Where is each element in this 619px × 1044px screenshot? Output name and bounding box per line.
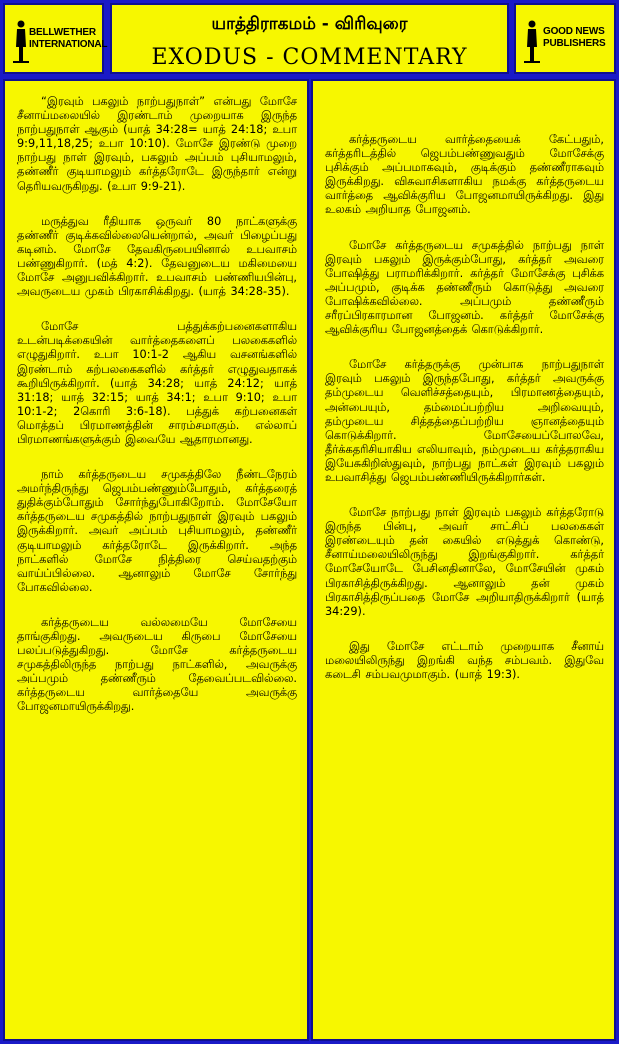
paragraph: கர்த்தருடைய வல்லமையே மோசேயை தாங்குகிறது. அவருடைய கிருபை மோசேயை பலப்படுத்துகிறது. மோசே கர்த்தருடைய சமுகத்திலிருந்த நாற்பது நாட்களில், அவருக்கு அப்பமும் தண்ணீரும் தேவைப்படவில்லை. கர்த்தருடைய வார்த்தையே அவருக்கு போஜனமாயிருக்கிறது.: [17, 615, 297, 714]
logo-right-line1: GOOD NEWS: [543, 26, 605, 37]
page-title-tamil: யாத்திராகமம் - விரிவுரை: [211, 14, 408, 34]
paragraph: “இரவும் பகலும் நாற்பதுநாள்” என்பது மோசே சீனாய்மலையில் இரண்டாம் முறையாக இருந்த நாற்பதுநாள் ஆகும் (யாத் 34:28= யாத் 24:18; உபா 9:9,11,18,25; உபா 10:10). மோசே இரண்டு முறை நாற்பது நாள் இரவும், பகலும் அப்பம் புசியாமலும், தண்ணீர் குடியாமலும் கர்த்தரோடே இருந்தார் என்று தெரியவருகிறது. (உபா 9:9-21).: [17, 95, 297, 193]
paragraph: மோசே கர்த்தருக்கு முன்பாக நாற்பதுநாள் இரவும் பகலும் இருந்தபோது, கர்த்தர் அவருக்கு தம்முடைய வெளிச்சத்தையும், பிரமாணத்தையும், அன்பையும், தம்மைப்பற்றிய அறிவையும், தம்முடைய சித்தத்தைப்பற்றிய ஞானத்தையும் கொடுக்கிறார். மோசேயைப்போலவே, தீர்க்கதரிசியாகிய எலியாவும், நம்முடைய கர்த்தராகிய இயேசுகிறிஸ்துவும், நாற்பது நாட்கள் இரவும் பகலும் உபவாசித்து ஜெபம்பண்ணியிருக்கிறார்கள்.: [325, 358, 604, 484]
logo-left-line1: BELLWETHER: [29, 27, 96, 38]
paragraph: மோசே பத்துக்கற்பனைகளாகிய உடன்படிக்கையின் வார்த்தைகளைப் பலகைகளில் எழுதுகிறார். உபா 10:1-2 ஆகிய வசனங்களில் இரண்டாம் கற்பலகைகளில் கர்த்தர் எழுதுவதாகக் கூறியிருக்கிறார். (யாத் 34:28; யாத் 24:12; யாத் 31:18; யாத் 32:15; யாத் 34:1; உபா 9:10; உபா 10:1-2; 2கொரி 3:6-18). பத்துக் கற்பனைகள் மொத்தப் பிரமாணத்தின் சாரம்சமாகும். எல்லாப் பிரமாணங்களுக்கும் இவையே ஆதாரமானது.: [17, 320, 297, 446]
page-title-english: EXODUS - COMMENTARY: [151, 45, 468, 70]
paragraph: மோசே கர்த்தருடைய சமுகத்தில் நாற்பது நாள் இரவும் பகலும் இருக்கும்போது, கர்த்தர் அவரை போஷித்து பராமரிக்கிறார். கர்த்தர் மோசேக்கு புசிக்க அப்பமும், குடிக்க தண்ணீரும் கொடுத்து அவரை போஷிக்கவில்லை. அப்பமும் தண்ணீரும் சரீரப்பிரகாரமான போஜனம். கர்த்தர் மோசேக்கு ஆவிக்குரிய போஜனத்தைக் கொடுக்கிறார்.: [325, 238, 604, 337]
header-title-box: [110, 3, 509, 74]
paragraph: நாம் கர்த்தருடைய சமுகத்திலே நீண்டநேரம் அமர்ந்திருந்து ஜெபம்பண்ணும்போதும், கர்த்தரைத் துதிக்கும்போதும் சோர்ந்துபோகிறோம். மோசேயோ கர்த்தருடைய சமுகத்தில் நாற்பதுநாள் இரவும் பகலும் இருக்கிறார். அவர் அப்பம் புசியாமலும், தண்ணீர் குடியாமலும் கர்த்தரோடே இருக்கிறார். அந்த நாட்களில் மோசே நித்திரை செய்வதற்கும் வாய்ப்பில்லை. ஆனாலும் மோசே சோர்ந்து போகவில்லை.: [17, 468, 297, 594]
figure-icon: [524, 19, 540, 63]
left-column: [3, 79, 309, 1041]
logo-left-line2: INTERNATIONAL: [29, 39, 108, 50]
paragraph: இது மோசே எட்டாம் முறையாக சீனாய் மலையிலிருந்து இறங்கி வந்த சம்பவம். இதுவே கடைசி சம்பவமுமாகும். (யாத் 19:3).: [325, 639, 604, 681]
paragraph: மருத்துவ ரீதியாக ஒருவர் 80 நாட்களுக்கு தண்ணீர் குடிக்கவில்லையென்றால், அவர் பிழைப்பது கடினம். மோசே தேவகிருபையினால் உபவாசம் பண்ணுகிறார். (மத் 4:2). தேவனுடைய மகிமையை மோசே அனுபவிக்கிறார். உபவாசம் பண்ணியபின்பு, அவருடைய முகம் பிரகாசிக்கிறது. (யாத் 34:28-35).: [17, 214, 297, 299]
logo-right-line2: PUBLISHERS: [543, 38, 606, 49]
logo-left-text: [29, 27, 107, 51]
logo-bellwether: [3, 3, 108, 74]
paragraph: கர்த்தருடைய வார்த்தையைக் கேட்பதும், கர்த்தரிடத்தில் ஜெபம்பண்ணுவதும் மோசேக்கு புசிக்கும் அப்பமாகவும், குடிக்கும் தண்ணீராகவும் இருக்கிறது. விசுவாசிகளாகிய நமக்கு கர்த்தருடைய வார்த்தை ஆவிக்குரிய போஜனமாயிருக்கிறது. இது உலகம் அறியாத போஜனம்.: [325, 133, 604, 217]
paragraph: மோசே நாற்பது நாள் இரவும் பகலும் கர்த்தரோடு இருந்த பின்பு, அவர் சாட்சிப் பலகைகள் இரண்டையும் தன் கையில் எடுத்துக் கொண்டு, சீனாய்மலையிலிருந்து இறங்குகிறார். கர்த்தர் மோசேயோடே பேசினதினாலே, மோசேயின் முகம் பிரகாசித்திருக்கிறது. ஆனாலும் தன் முகம் பிரகாசித்திருப்பதை மோசே அறியாதிருக்கிறார் (யாத் 34:29).: [325, 506, 604, 618]
logo-good-news: [514, 3, 616, 74]
figure-icon: [13, 19, 29, 63]
right-column: [311, 79, 616, 1041]
logo-right-text: [543, 26, 605, 50]
